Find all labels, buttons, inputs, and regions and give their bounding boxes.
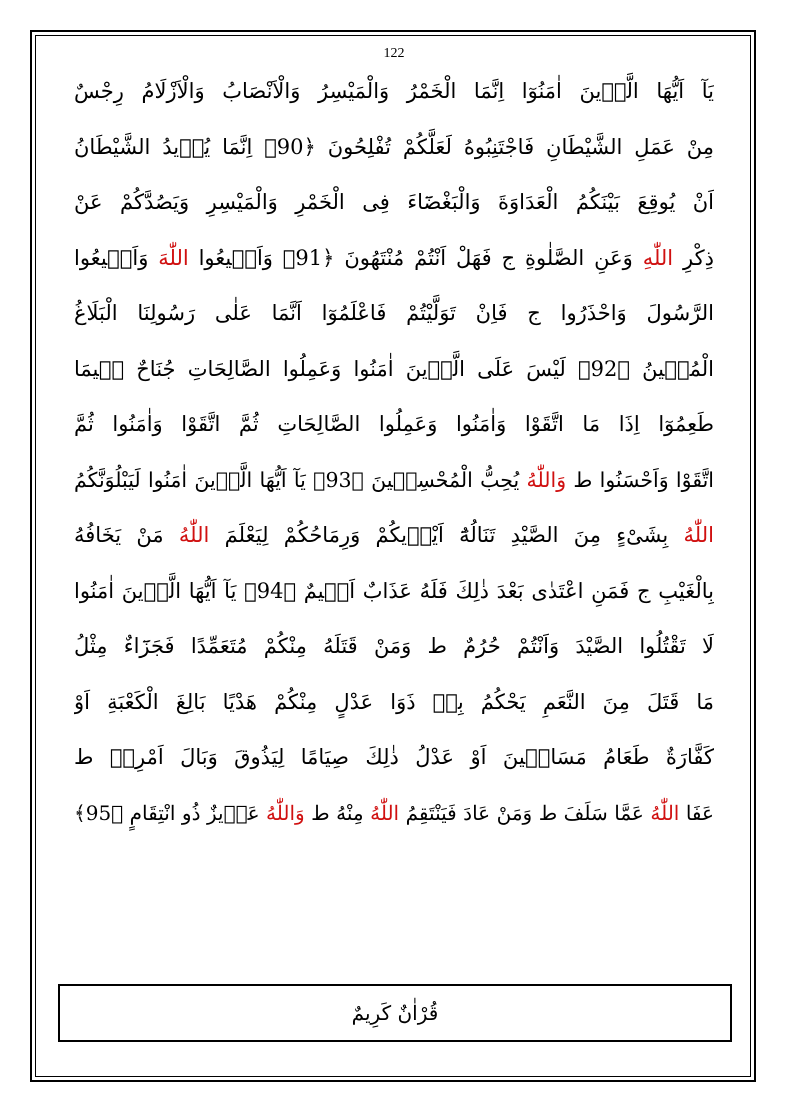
verse-line [74,286,714,342]
divine-name-text: وَاللّٰهُ [526,467,567,492]
divine-name-text: اللّٰهُ [683,523,714,547]
verse-text: مِنْ عَمَلِ الشَّيْطَانِ فَاجْتَنِبُوهُ لَعَلَّكُمْ تُفْلِحُونَ ﴿90﴾ اِنَّمَا يُرٖيدُ الشَّيْطَانُ [74,134,714,159]
footer-box [58,984,732,1042]
verse-line [74,730,714,786]
verse-line [74,64,714,120]
divine-name-text: اللّٰهِ [642,245,674,270]
verse-text: عَزٖيزٌ ذُو انْتِقَامٍ ﴿95﴾ [74,800,266,825]
verse-text: الْمُبٖينُ ﴿92﴾ لَيْسَ عَلَى الَّذٖينَ اٰمَنُوا وَعَمِلُوا الصَّالِحَاتِ جُنَاحٌ فٖيمَا [74,356,714,381]
verse-line [74,786,714,842]
quran-text-block [74,64,714,825]
divine-name-text: اللّٰهُ [370,800,400,825]
divine-name-text: اللّٰهُ [178,523,210,547]
divine-name-text: اللّٰهَ [158,245,189,270]
verse-text: كَفَّارَةٌ طَعَامُ مَسَاكٖينَ اَوْ عَدْلُ ذٰلِكَ صِيَامًا لِيَذُوقَ وَبَالَ اَمْرِهٖ ط [74,745,714,769]
page-number: 122 [383,46,405,61]
divine-name-text: اللّٰهُ [650,800,680,825]
verse-text: يَآ اَيُّهَا الَّذٖينَ اٰمَنُوٓا اِنَّمَا الْخَمْرُ وَالْمَيْسِرُ وَالْاَنْصَابُ وَالْاَزْلَامُ رِجْسٌ [74,79,714,103]
verse-text: عَفَا [679,800,714,825]
verse-text: وَعَنِ الصَّلٰوةِ ج فَهَلْ اَنْتُمْ مُنْتَهُونَ ﴿91﴾ وَاَطٖيعُوا [188,245,643,270]
verse-line [74,120,714,176]
verse-line [74,508,714,564]
verse-line [74,619,714,675]
verse-line [74,397,714,453]
verse-line [74,175,714,231]
verse-text: وَاَطٖيعُوا [74,245,159,270]
verse-line [74,453,714,509]
verse-line [74,675,714,731]
verse-text: الرَّسُولَ وَاحْذَرُوا ج فَاِنْ تَوَلَّيْتُمْ فَاعْلَمُوٓا اَنَّمَا عَلٰى رَسُولِنَا الْبَلَاغُ [74,301,714,325]
verse-text: عَمَّا سَلَفَ ط وَمَنْ عَادَ فَيَنْتَقِمُ [399,800,651,825]
verse-line [74,231,714,287]
verse-text: اتَّقَوْا وَاَحْسَنُوا ط [566,467,714,492]
verse-line [74,564,714,620]
verse-text: يُحِبُّ الْمُحْسِنٖينَ ﴿93﴾ يَآ اَيُّهَا الَّذٖينَ اٰمَنُوا لَيَبْلُوَنَّكُمُ [74,467,527,492]
verse-text: بِشَىْءٍ مِنَ الصَّيْدِ تَنَالُهُٓ اَيْدٖيكُمْ وَرِمَاحُكُمْ لِيَعْلَمَ [209,523,684,547]
verse-text: بِالْغَيْبِ ج فَمَنِ اعْتَدٰى بَعْدَ ذٰلِكَ فَلَهُ عَذَابٌ اَلٖيمٌ ﴿94﴾ يَآ اَيُّهَا الَّذٖينَ اٰمَنُوا [74,578,714,603]
verse-text: مِنْهُ ط [304,800,371,825]
footer-title: قُرْاٰنٌ كَرِيمٌ [351,1001,439,1025]
verse-text: اَنْ يُوقِعَ بَيْنَكُمُ الْعَدَاوَةَ وَالْبَغْضَٓاءَ فِى الْخَمْرِ وَالْمَيْسِرِ وَيَصُدَّكُمْ عَنْ [74,190,714,214]
verse-line [74,342,714,398]
verse-text: لَا تَقْتُلُوا الصَّيْدَ وَاَنْتُمْ حُرُمٌ ط وَمَنْ قَتَلَهُ مِنْكُمْ مُتَعَمِّدًا فَجَزَٓاءٌ مِثْلُ [74,634,714,658]
divine-name-text: وَاللّٰهُ [266,800,305,825]
verse-text: ذِكْرِ [673,245,714,270]
verse-text: مَنْ يَخَافُهُ [74,523,179,547]
verse-text: طَعِمُوٓا اِذَا مَا اتَّقَوْا وَاٰمَنُوا وَعَمِلُوا الصَّالِحَاتِ ثُمَّ اتَّقَوْا وَاٰمَنُوا ثُمَّ [74,412,714,436]
verse-text: مَا قَتَلَ مِنَ النَّعَمِ يَحْكُمُ بِهٖ ذَوَا عَدْلٍ مِنْكُمْ هَدْيًا بَالِغَ الْكَعْبَةِ اَوْ [74,689,714,714]
